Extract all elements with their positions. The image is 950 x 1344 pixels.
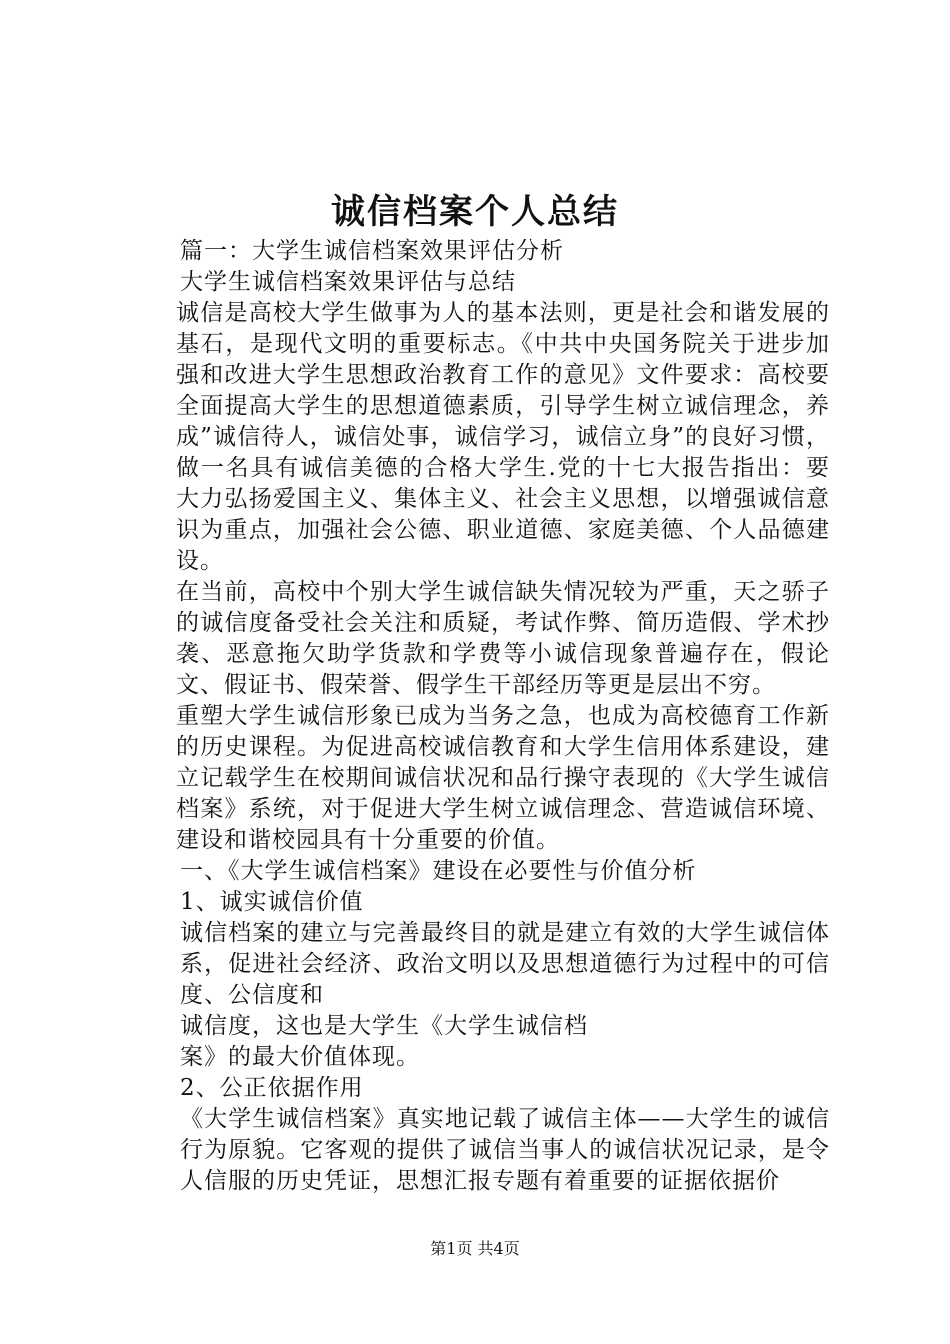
paragraph-3: 重塑大学生诚信形象已成为当务之急，也成为高校德育工作新的历史课程。为促进高校诚信教育和大学生信用体系建设，建立记载学生在校期间诚信状况和品行操守表现的《大学生诚信档案》系统，对于促进大学生树立诚信理念、营造诚信环境、建设和谐校园具有十分重要的价值。 bbox=[176, 703, 830, 853]
page-footer: 第1页 共4页 bbox=[430, 1239, 520, 1258]
subsection-1-paragraph: 诚信档案的建立与完善最终目的就是建立有效的大学生诚信体系，促进社会经济、政治文明以及思想道德行为过程中的可信度、公信度和 bbox=[180, 920, 830, 1008]
article-subtitle: 大学生诚信档案效果评估与总结 bbox=[180, 269, 516, 295]
subsection-2-paragraph: 《大学生诚信档案》真实地记载了诚信主体——大学生的诚信行为原貌。它客观的提供了诚信当事人的诚信状况记录，是令人信服的历史凭证，思想汇报专题有着重要的证据依据价 bbox=[180, 1106, 830, 1194]
section-heading-1: 一、《大学生诚信档案》建设在必要性与价值分析 bbox=[180, 858, 697, 884]
page-title: 诚信档案个人总结 bbox=[331, 192, 619, 232]
paragraph-1: 诚信是高校大学生做事为人的基本法则，更是社会和谐发展的基石，是现代文明的重要标志。《中共中央国务院关于进步加强和改进大学生思想政治教育工作的意见》文件要求：高校要全面提高大学生的思想道德素质，引导学生树立诚信理念，养成”诚信待人，诚信处事，诚信学习，诚信立身”的良好习惯，做一名具有诚信美德的合格大学生.党的十七大报告指出：要大力弘扬爱国主义、集体主义、社会主义思想，以增强诚信意识为重点，加强社会公德、职业道德、家庭美德、个人品德建设。 bbox=[176, 300, 830, 574]
subsection-1-line-3: 案》的最大价值体现。 bbox=[180, 1044, 420, 1070]
subsection-heading-1: 1、诚实诚信价值 bbox=[180, 889, 364, 915]
paragraph-2: 在当前，高校中个别大学生诚信缺失情况较为严重，天之骄子的诚信度备受社会关注和质疑，考试作弊、简历造假、学术抄袭、恶意拖欠助学货款和学费等小诚信现象普遍存在，假论文、假证书、假荣誉、假学生干部经历等更是层出不穷。 bbox=[176, 579, 830, 698]
subsection-1-line-2: 诚信度，这也是大学生《大学生诚信档 bbox=[180, 1013, 588, 1039]
article-heading: 篇一：大学生诚信档案效果评估分析 bbox=[180, 238, 564, 264]
document-body bbox=[130, 236, 830, 1197]
subsection-heading-2: 2、公正依据作用 bbox=[180, 1075, 364, 1101]
